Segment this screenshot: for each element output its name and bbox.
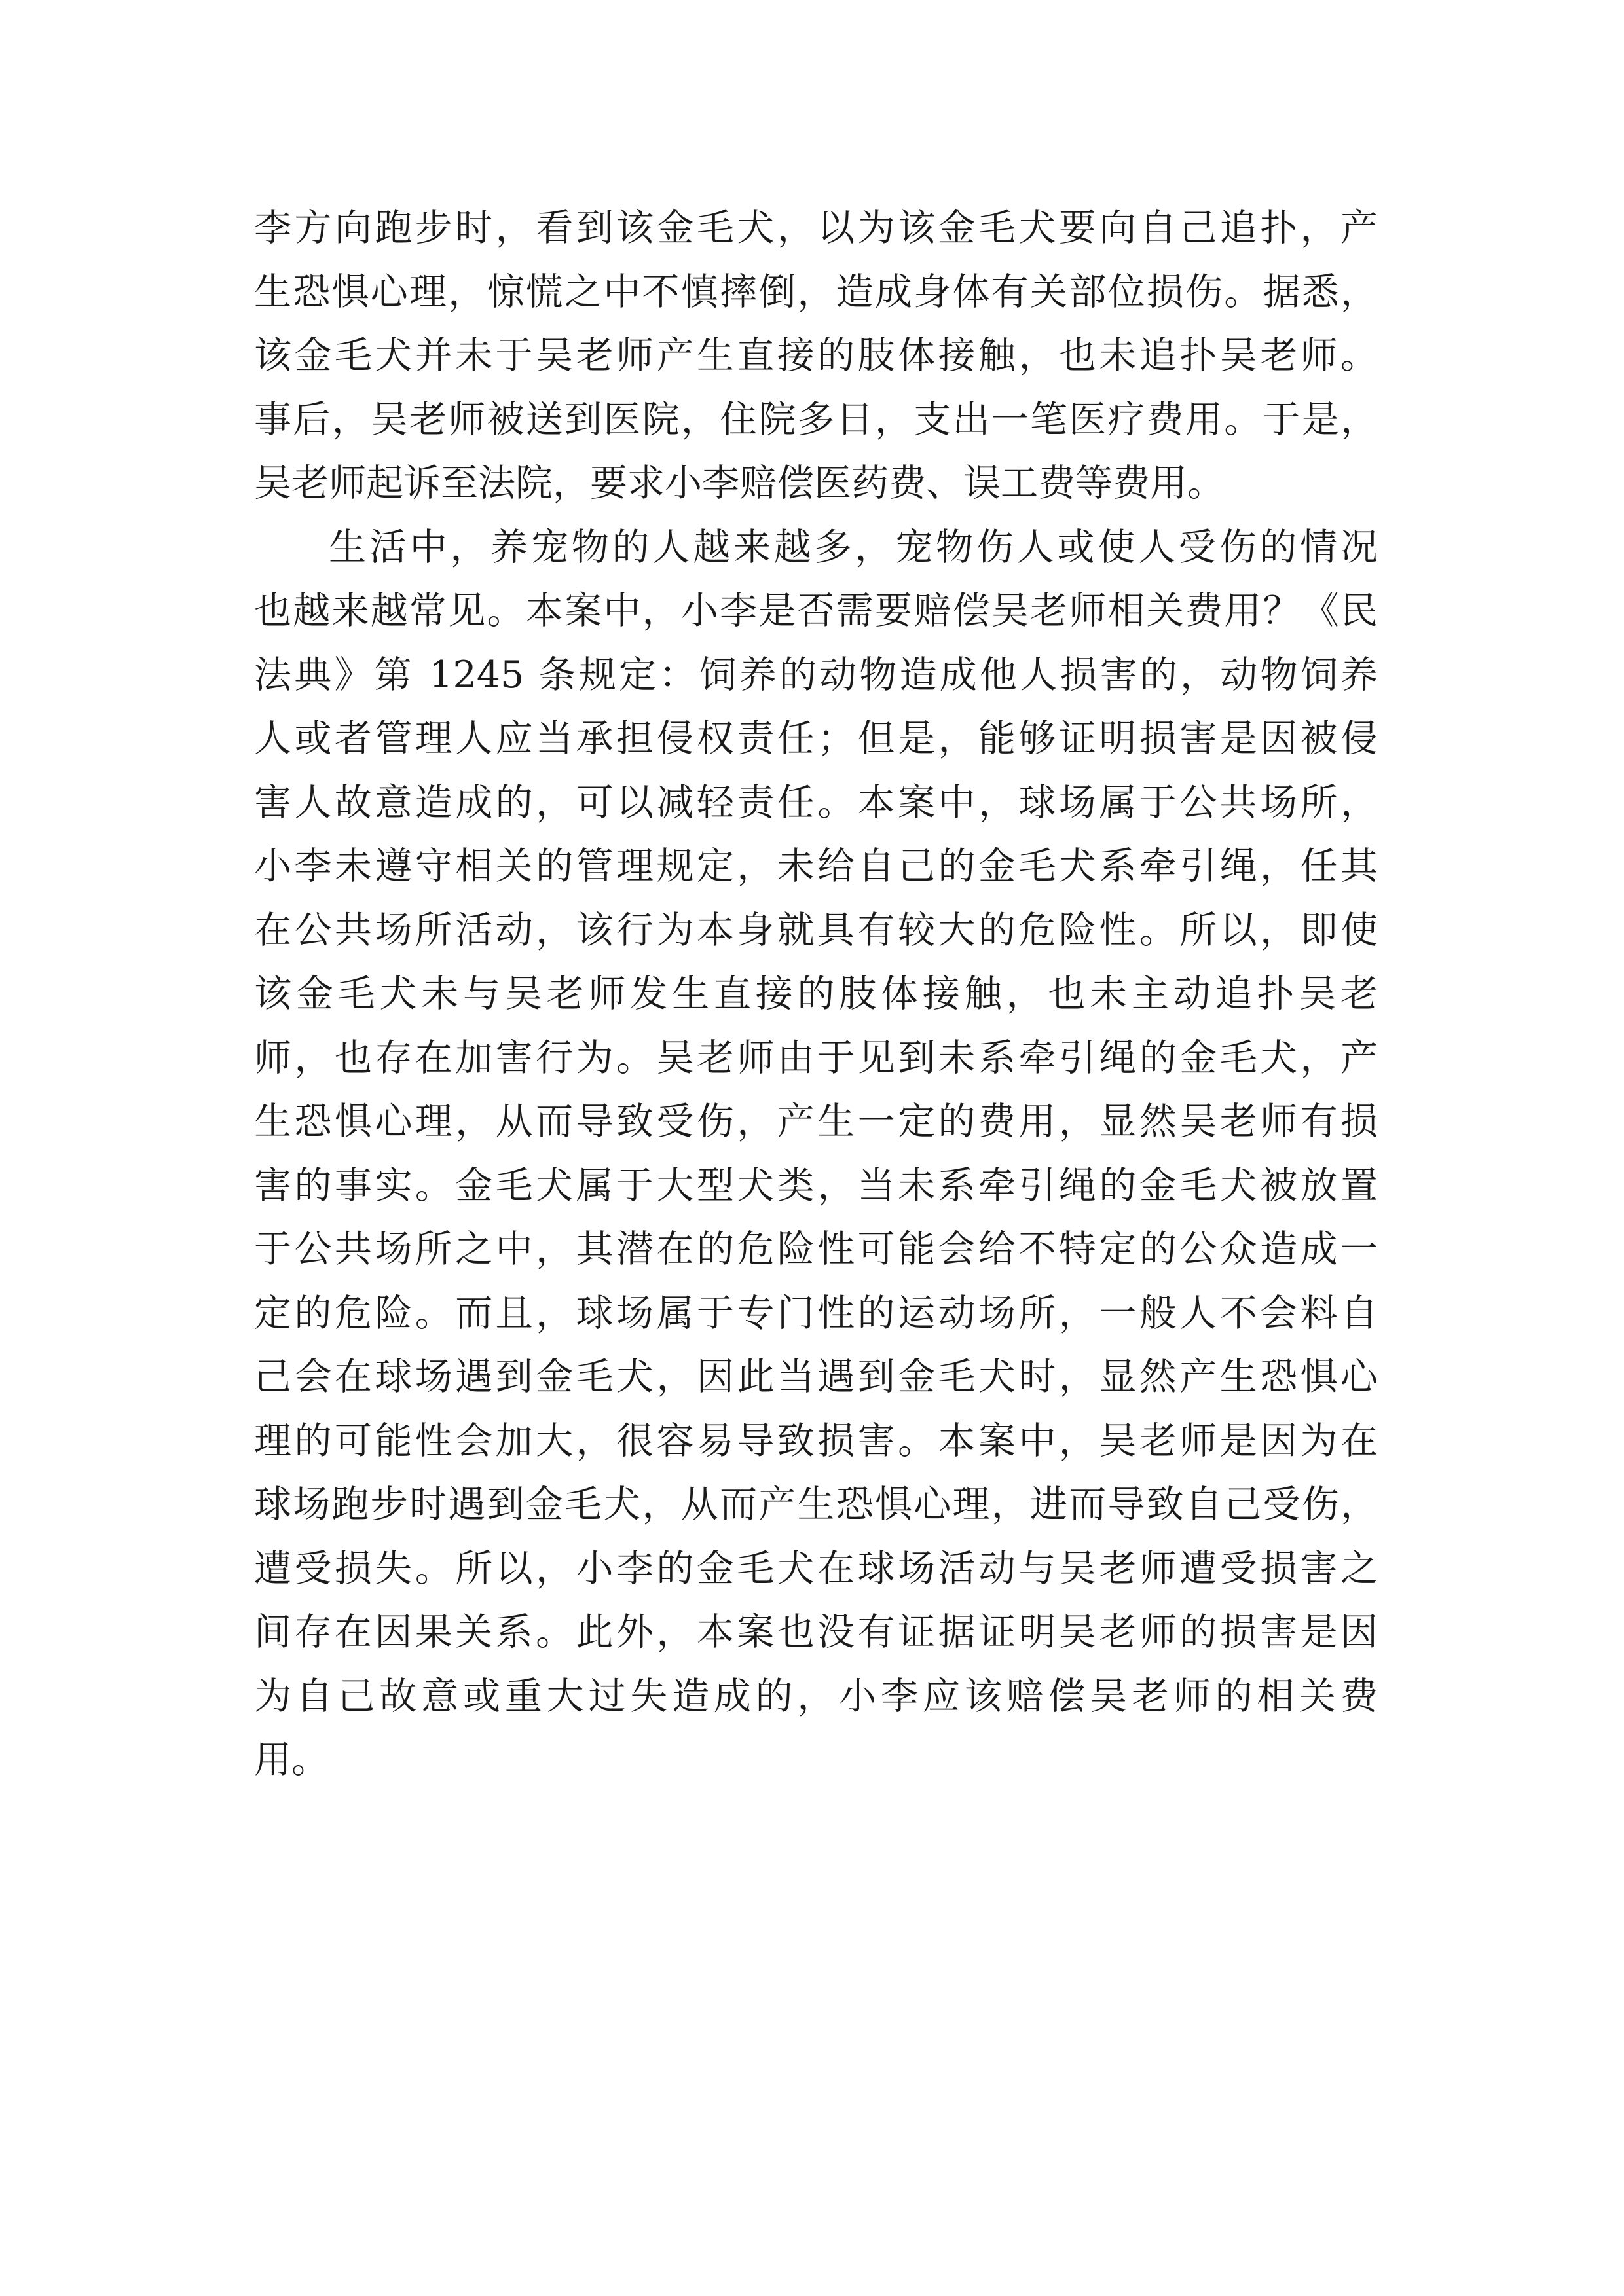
text-line: 于公共场所之中，其潜在的危险性可能会给不特定的公众造成一 [254,1228,1378,1271]
text-line: 害的事实。金毛犬属于大型犬类，当未系牵引绳的金毛犬被放置 [254,1163,1378,1207]
text-line: 小李未遵守相关的管理规定，未给自己的金毛犬系牵引绳，任其 [254,845,1378,888]
text-line: 师，也存在加害行为。吴老师由于见到未系牵引绳的金毛犬，产 [254,1036,1378,1080]
text-line: 用。 [254,1738,329,1781]
text-line: 球场跑步时遇到金毛犬，从而产生恐惧心理，进而导致自己受伤， [254,1483,1378,1526]
text-line: 在公共场所活动，该行为本身就具有较大的危险性。所以，即使 [254,908,1378,952]
text-line: 事后，吴老师被送到医院，住院多日，支出一笔医疗费用。于是， [254,397,1378,441]
text-line: 生恐惧心理，惊慌之中不慎摔倒，造成身体有关部位损伤。据悉， [254,270,1378,314]
text-line: 为自己故意或重大过失造成的，小李应该赔偿吴老师的相关费 [254,1674,1378,1718]
text-line: 法典》第 1245 条规定：饲养的动物造成他人损害的，动物饲养 [254,653,1378,697]
text-line: 生恐惧心理，从而导致受伤，产生一定的费用，显然吴老师有损 [254,1100,1378,1143]
text-line: 遭受损失。所以，小李的金毛犬在球场活动与吴老师遭受损害之 [254,1546,1378,1590]
text-line: 害人故意造成的，可以减轻责任。本案中，球场属于公共场所， [254,780,1378,824]
text-line: 己会在球场遇到金毛犬，因此当遇到金毛犬时，显然产生恐惧心 [254,1355,1378,1398]
text-line: 生活中，养宠物的人越来越多，宠物伤人或使人受伤的情况 [329,525,1378,569]
text-line: 该金毛犬并未于吴老师产生直接的肢体接触，也未追扑吴老师。 [254,334,1378,377]
text-line: 该金毛犬未与吴老师发生直接的肢体接触，也未主动追扑吴老 [254,972,1378,1015]
paragraph-1 [254,196,1378,516]
body-text [254,196,1378,1793]
text-line: 人或者管理人应当承担侵权责任；但是，能够证明损害是因被侵 [254,717,1378,760]
text-line: 定的危险。而且，球场属于专门性的运动场所，一般人不会料自 [254,1291,1378,1335]
text-line: 吴老师起诉至法院，要求小李赔偿医药费、误工费等费用。 [254,462,1225,505]
text-line: 李方向跑步时，看到该金毛犬，以为该金毛犬要向自己追扑，产 [254,206,1378,249]
text-line: 理的可能性会加大，很容易导致损害。本案中，吴老师是因为在 [254,1419,1378,1463]
text-line: 也越来越常见。本案中，小李是否需要赔偿吴老师相关费用？《民 [254,589,1378,632]
paragraph-2 [254,516,1378,1793]
text-line: 间存在因果关系。此外，本案也没有证据证明吴老师的损害是因 [254,1611,1378,1654]
